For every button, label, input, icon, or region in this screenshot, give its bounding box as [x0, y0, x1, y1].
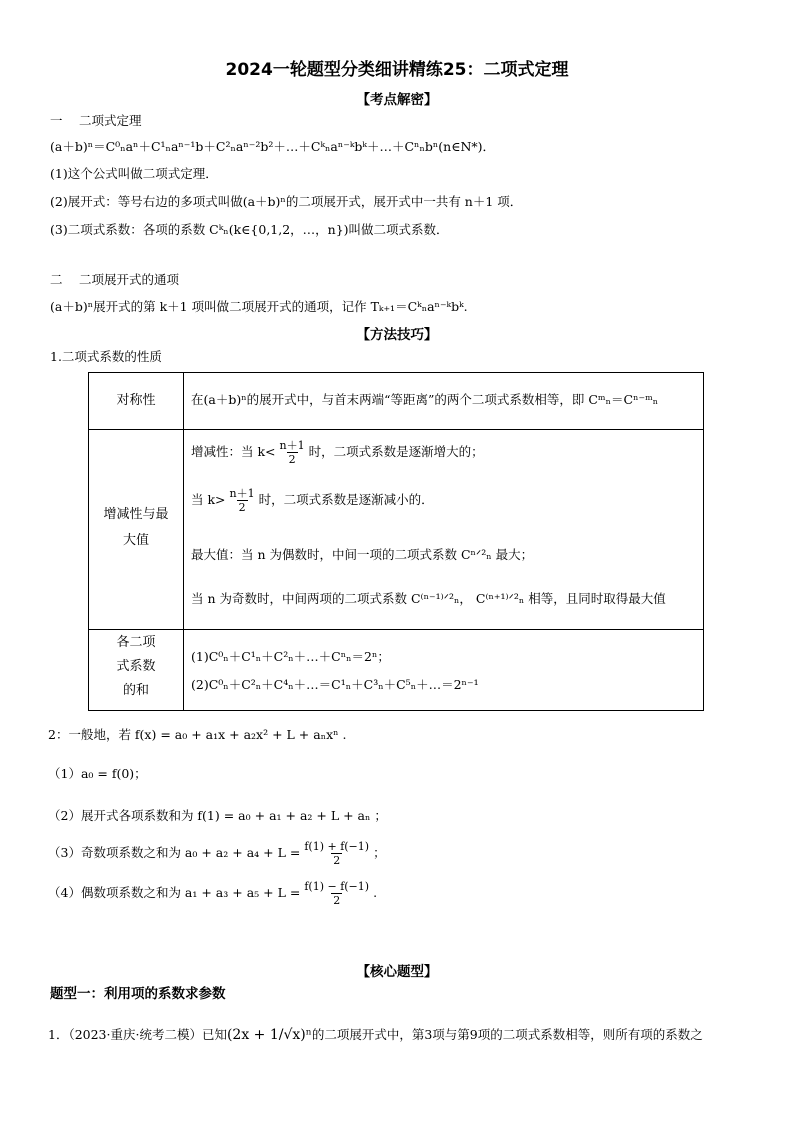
- note-3: (3)二项式系数：各项的系数 Cᵏₙ(k∈{0,1,2，…，n})叫做二项式系数．: [50, 222, 449, 237]
- sum-label-line1: 各二项: [116, 635, 156, 650]
- question-type-1: 题型一：利用项的系数求参数: [50, 986, 226, 1002]
- fraction-n-plus-1-over-2: $\frac{n+1}{2}$: [279, 439, 305, 466]
- general-term-text: (a＋b)ⁿ展开式的第 k＋1 项叫做二项展开式的通项，记作 Tₖ₊₁＝Cᵏₙaⁿ⁻ᵏbᵏ.: [50, 299, 468, 314]
- question-1: 1．（2023·重庆·统考二模）已知(2x + 1/√x)ⁿ的二项展开式中，第3项与第9项的二项式系数相等，则所有项的系数之: [48, 1027, 703, 1043]
- section-kaodian: 【考点解密】: [356, 92, 438, 108]
- symmetry-label: 对称性: [116, 393, 156, 408]
- binomial-expression: (2x + 1/√x)ⁿ: [226, 1027, 312, 1043]
- item-2: （2）展开式各项系数和为 f(1) = a₀ + a₁ + a₂ + L + aₙ ；: [48, 808, 387, 823]
- max-even-line: 最大值：当 n 为偶数时，中间一项的二项式系数 Cⁿᐟ²ₙ 最大；: [191, 547, 534, 562]
- heading-general-term: 二 二项展开式的通项: [50, 272, 179, 287]
- properties-table: [88, 372, 704, 711]
- item-3: （3）奇数项系数之和为 a₀ + a₂ + a₄ + L = $\frac{f(1) + f(-1)}{2}$ ；: [48, 840, 386, 867]
- increase-line: 增减性：当 k< $\frac{n+1}{2}$ 时，二项式系数是逐渐增大的；: [191, 439, 484, 466]
- fraction-odd-sum: $\frac{f(1) + f(-1)}{2}$: [304, 840, 370, 867]
- note-2: (2)展开式：等号右边的多项式叫做(a＋b)ⁿ的二项展开式，展开式中一共有 n＋1 项．: [50, 194, 523, 209]
- fraction-even-sum: $\frac{f(1) - f(-1)}{2}$: [304, 880, 370, 907]
- property-heading: 1.二项式系数的性质: [50, 349, 162, 364]
- binomial-formula: (a＋b)ⁿ＝C⁰ₙaⁿ＋C¹ₙaⁿ⁻¹b＋C²ₙaⁿ⁻²b²＋…＋Cᵏₙaⁿ⁻ᵏbᵏ＋…＋Cⁿₙbⁿ(n∈N*)．: [50, 139, 496, 154]
- sum-label-line3: 的和: [122, 683, 149, 698]
- section-hexin: 【核心题型】: [356, 964, 438, 980]
- fraction-n-plus-1-over-2: $\frac{n+1}{2}$: [229, 487, 255, 514]
- monotonic-label-line2: 大值: [122, 533, 149, 548]
- sum-label-line2: 式系数: [116, 659, 156, 674]
- section-fangfa: 【方法技巧】: [356, 327, 438, 343]
- max-odd-line: 当 n 为奇数时，中间两项的二项式系数 C⁽ⁿ⁻¹⁾ᐟ²ₙ， C⁽ⁿ⁺¹⁾ᐟ²ₙ 相等，且同时取得最大值: [191, 591, 666, 606]
- decrease-line: 当 k> $\frac{n+1}{2}$ 时，二项式系数是逐渐减小的．: [191, 487, 434, 514]
- heading-binomial-theorem: 一 二项式定理: [50, 113, 142, 128]
- monotonic-label-line1: 增减性与最: [103, 507, 169, 522]
- sum-line-2: (2)C⁰ₙ＋C²ₙ＋C⁴ₙ＋…＝C¹ₙ＋C³ₙ＋C⁵ₙ＋…＝2ⁿ⁻¹: [191, 677, 479, 692]
- symmetry-text: 在(a＋b)ⁿ的展开式中，与首末两端“等距离”的两个二项式系数相等，即 Cᵐₙ＝Cⁿ⁻ᵐₙ: [191, 392, 659, 407]
- sum-line-1: (1)C⁰ₙ＋C¹ₙ＋C²ₙ＋…＋Cⁿₙ＝2ⁿ；: [191, 649, 390, 664]
- item-1: （1）a₀ = f(0)；: [48, 766, 147, 781]
- poly-intro: 2：一般地，若 f(x) = a₀ + a₁x + a₂x² + L + aₙxⁿ .: [48, 727, 347, 742]
- note-1: (1)这个公式叫做二项式定理．: [50, 166, 218, 181]
- page-title: 2024一轮题型分类细讲精练25：二项式定理: [225, 60, 569, 80]
- item-4: （4）偶数项系数之和为 a₁ + a₃ + a₅ + L = $\frac{f(1) - f(-1)}{2}$ .: [48, 880, 378, 907]
